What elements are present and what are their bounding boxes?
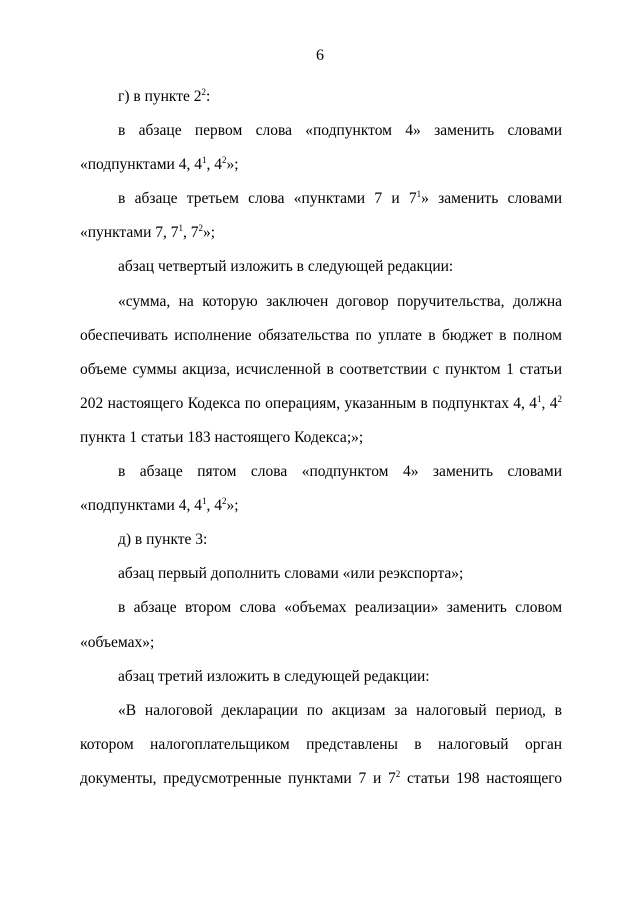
paragraph-quoted-surety-text: «сумма, на которую заключен договор поручительства, должна обеспечивать исполнение обязательства по уплате в бюджет в полном объеме суммы акциза, исчисленной в соответствии с пунктом 1 статьи 202 настоящего Кодекса по операциям, указанным в подпунктах 4, $4^1$, $4^2$ пункта 1 статьи 183 настоящего Кодекса;»;: [80, 292, 563, 446]
paragraph-item-d: д) в пункте 3:: [118, 531, 208, 549]
paragraph-third-abzac-intro: абзац третий изложить в следующей редакции:: [118, 667, 430, 685]
paragraph-amend-second-abzac: в абзаце втором слова «объемах реализации» заменить словом «объемах»;: [80, 599, 562, 651]
paragraph-first-abzac-addition: абзац первый дополнить словами «или реэкспорта»;: [118, 565, 464, 583]
document-body: [80, 80, 562, 796]
page-number: 6: [316, 47, 324, 64]
paragraph-item-g: г) в пункте $2^2$:: [118, 87, 211, 105]
paragraph-amend-first-abzac: в абзаце первом слова «подпунктом 4» заменить словами «подпунктами 4, $4^1$, $4^2$»;: [80, 122, 562, 174]
paragraph-amend-fifth-abzac: в абзаце пятом слова «подпунктом 4» заменить словами «подпунктами 4, $4^1$, $4^2$»;: [80, 463, 562, 515]
paragraph-quoted-declaration-text: «В налоговой декларации по акцизам за налоговый период, в котором налогоплательщиком представлены в налоговый орган документы, предусмотренные пунктами 7 и $7^2$ статьи 198 настоящего: [80, 701, 563, 787]
paragraph-amend-third-abzac: в абзаце третьем слова «пунктами 7 и $7^1$» заменить словами «пунктами 7, $7^1$, $7^2$»;: [80, 189, 562, 242]
paragraph-fourth-abzac-intro: абзац четвертый изложить в следующей редакции:: [118, 258, 454, 276]
